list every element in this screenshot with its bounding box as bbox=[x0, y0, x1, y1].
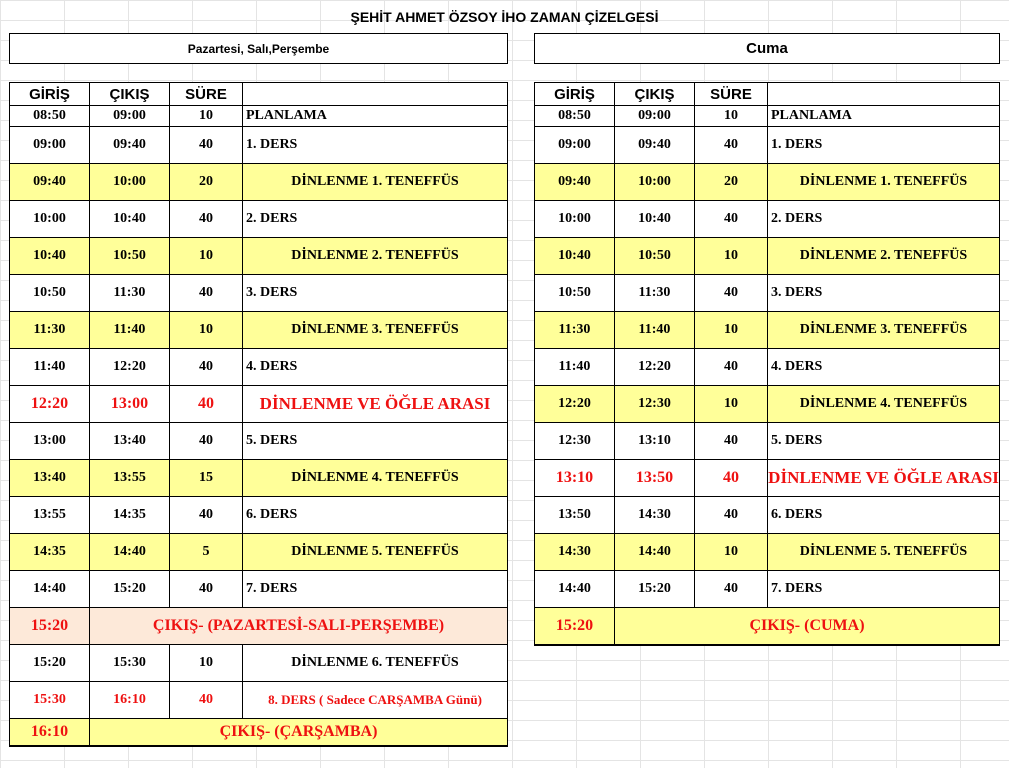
exit-time: 10:40 bbox=[615, 201, 695, 238]
column-header: ÇIKIŞ bbox=[615, 83, 695, 106]
entry-time: 10:00 bbox=[10, 201, 90, 238]
entry-time: 10:40 bbox=[535, 238, 615, 275]
activity-label: DİNLENME 3. TENEFFÜS bbox=[243, 312, 507, 349]
activity-label: 6. DERS bbox=[768, 497, 999, 534]
entry-time: 14:30 bbox=[535, 534, 615, 571]
duration: 40 bbox=[695, 571, 768, 608]
activity-label: 2. DERS bbox=[243, 201, 507, 238]
activity-label: 4. DERS bbox=[768, 349, 999, 386]
exit-time: 14:40 bbox=[615, 534, 695, 571]
duration: 15 bbox=[170, 460, 243, 497]
activity-label: 6. DERS bbox=[243, 497, 507, 534]
exit-time: 10:50 bbox=[615, 238, 695, 275]
activity-label: 2. DERS bbox=[768, 201, 999, 238]
duration: 40 bbox=[695, 497, 768, 534]
activity-label: DİNLENME 3. TENEFFÜS bbox=[768, 312, 999, 349]
header-row bbox=[535, 83, 999, 106]
table-row bbox=[10, 201, 507, 238]
activity-label: DİNLENME 2. TENEFFÜS bbox=[243, 238, 507, 275]
page-title: ŞEHİT AHMET ÖZSOY İHO ZAMAN ÇİZELGESİ bbox=[350, 9, 659, 25]
duration: 10 bbox=[695, 386, 768, 423]
table-row bbox=[10, 534, 507, 571]
exit-time: 09:00 bbox=[90, 106, 170, 127]
entry-time: 12:30 bbox=[535, 423, 615, 460]
entry-time: 11:30 bbox=[535, 312, 615, 349]
duration: 10 bbox=[170, 106, 243, 127]
exit-time: 16:10 bbox=[90, 682, 170, 719]
duration: 40 bbox=[695, 127, 768, 164]
duration: 40 bbox=[695, 423, 768, 460]
table-row bbox=[535, 312, 999, 349]
table-row bbox=[10, 719, 507, 746]
activity-label: DİNLENME 4. TENEFFÜS bbox=[243, 460, 507, 497]
table-row bbox=[10, 460, 507, 497]
table-row bbox=[10, 238, 507, 275]
duration: 40 bbox=[170, 386, 243, 423]
activity-label: DİNLENME 5. TENEFFÜS bbox=[243, 534, 507, 571]
entry-time: 15:20 bbox=[10, 645, 90, 682]
table-row bbox=[10, 608, 507, 645]
table-row bbox=[535, 201, 999, 238]
activity-label: DİNLENME VE ÖĞLE ARASI bbox=[768, 460, 999, 497]
duration: 40 bbox=[170, 349, 243, 386]
activity-label: 1. DERS bbox=[243, 127, 507, 164]
duration: 5 bbox=[170, 534, 243, 571]
duration: 10 bbox=[170, 645, 243, 682]
entry-time: 14:35 bbox=[10, 534, 90, 571]
exit-label: ÇIKIŞ- (PAZARTESİ-SALI-PERŞEMBE) bbox=[90, 608, 507, 645]
table-row bbox=[10, 275, 507, 312]
table-row bbox=[10, 349, 507, 386]
duration: 20 bbox=[695, 164, 768, 201]
exit-label: ÇIKIŞ- (CUMA) bbox=[615, 608, 999, 645]
table-row bbox=[535, 423, 999, 460]
column-header: GİRİŞ bbox=[535, 83, 615, 106]
entry-time: 10:50 bbox=[535, 275, 615, 312]
table-row bbox=[535, 497, 999, 534]
table-row bbox=[535, 534, 999, 571]
duration: 40 bbox=[170, 201, 243, 238]
exit-time: 10:00 bbox=[615, 164, 695, 201]
exit-time: 14:30 bbox=[615, 497, 695, 534]
entry-time: 13:10 bbox=[535, 460, 615, 497]
column-header: ÇIKIŞ bbox=[90, 83, 170, 106]
column-header bbox=[768, 83, 999, 106]
table-row bbox=[535, 164, 999, 201]
header-row bbox=[10, 83, 507, 106]
exit-time: 13:50 bbox=[615, 460, 695, 497]
day-header-friday: Cuma bbox=[534, 33, 1000, 64]
entry-time: 15:30 bbox=[10, 682, 90, 719]
table-row bbox=[535, 386, 999, 423]
duration: 40 bbox=[695, 460, 768, 497]
entry-time: 08:50 bbox=[535, 106, 615, 127]
activity-label: DİNLENME 2. TENEFFÜS bbox=[768, 238, 999, 275]
activity-label: 5. DERS bbox=[243, 423, 507, 460]
duration: 20 bbox=[170, 164, 243, 201]
exit-time: 12:20 bbox=[90, 349, 170, 386]
activity-label: 8. DERS ( Sadece CARŞAMBA Günü) bbox=[243, 682, 507, 719]
exit-time: 09:40 bbox=[615, 127, 695, 164]
entry-time: 08:50 bbox=[10, 106, 90, 127]
entry-time: 12:20 bbox=[10, 386, 90, 423]
exit-time: 13:00 bbox=[90, 386, 170, 423]
duration: 10 bbox=[695, 534, 768, 571]
activity-label: DİNLENME 1. TENEFFÜS bbox=[768, 164, 999, 201]
table-row bbox=[10, 645, 507, 682]
table-row bbox=[535, 275, 999, 312]
entry-time: 11:40 bbox=[535, 349, 615, 386]
exit-time: 14:40 bbox=[90, 534, 170, 571]
activity-label: DİNLENME VE ÖĞLE ARASI bbox=[243, 386, 507, 423]
exit-label: ÇIKIŞ- (ÇARŞAMBA) bbox=[90, 719, 507, 746]
exit-time: 11:40 bbox=[90, 312, 170, 349]
activity-label: 4. DERS bbox=[243, 349, 507, 386]
duration: 40 bbox=[695, 349, 768, 386]
duration: 10 bbox=[170, 312, 243, 349]
entry-time: 15:20 bbox=[535, 608, 615, 645]
exit-time: 10:40 bbox=[90, 201, 170, 238]
activity-label: DİNLENME 1. TENEFFÜS bbox=[243, 164, 507, 201]
exit-time: 12:30 bbox=[615, 386, 695, 423]
exit-time: 13:10 bbox=[615, 423, 695, 460]
activity-label: 7. DERS bbox=[768, 571, 999, 608]
table-row bbox=[10, 127, 507, 164]
entry-time: 10:50 bbox=[10, 275, 90, 312]
entry-time: 13:50 bbox=[535, 497, 615, 534]
duration: 10 bbox=[695, 238, 768, 275]
table-row bbox=[535, 106, 999, 127]
table-row bbox=[10, 497, 507, 534]
duration: 10 bbox=[170, 238, 243, 275]
table-row bbox=[10, 571, 507, 608]
exit-time: 15:20 bbox=[615, 571, 695, 608]
exit-time: 10:00 bbox=[90, 164, 170, 201]
exit-time: 11:30 bbox=[90, 275, 170, 312]
column-header: SÜRE bbox=[170, 83, 243, 106]
column-header: GİRİŞ bbox=[10, 83, 90, 106]
table-row bbox=[535, 571, 999, 608]
duration: 10 bbox=[695, 312, 768, 349]
duration: 40 bbox=[170, 571, 243, 608]
schedule-table-left bbox=[9, 82, 508, 747]
exit-time: 14:35 bbox=[90, 497, 170, 534]
entry-time: 10:40 bbox=[10, 238, 90, 275]
table-row bbox=[535, 238, 999, 275]
entry-time: 12:20 bbox=[535, 386, 615, 423]
activity-label: 1. DERS bbox=[768, 127, 999, 164]
table-row bbox=[10, 106, 507, 127]
day-header-mon-tue-thu: Pazartesi, Salı,Perşembe bbox=[9, 33, 508, 64]
duration: 10 bbox=[695, 106, 768, 127]
exit-time: 15:20 bbox=[90, 571, 170, 608]
duration: 40 bbox=[170, 497, 243, 534]
table-row bbox=[535, 127, 999, 164]
duration: 40 bbox=[170, 275, 243, 312]
entry-time: 09:40 bbox=[535, 164, 615, 201]
table-row bbox=[535, 608, 999, 645]
activity-label: DİNLENME 6. TENEFFÜS bbox=[243, 645, 507, 682]
table-row bbox=[10, 164, 507, 201]
entry-time: 14:40 bbox=[10, 571, 90, 608]
table-row bbox=[10, 312, 507, 349]
exit-time: 09:00 bbox=[615, 106, 695, 127]
duration: 40 bbox=[695, 275, 768, 312]
entry-time: 13:55 bbox=[10, 497, 90, 534]
activity-label: PLANLAMA bbox=[768, 106, 999, 127]
duration: 40 bbox=[170, 127, 243, 164]
entry-time: 16:10 bbox=[10, 719, 90, 746]
activity-label: DİNLENME 4. TENEFFÜS bbox=[768, 386, 999, 423]
duration: 40 bbox=[170, 423, 243, 460]
exit-time: 15:30 bbox=[90, 645, 170, 682]
schedule-table-right bbox=[534, 82, 1000, 646]
column-header: SÜRE bbox=[695, 83, 768, 106]
table-row bbox=[10, 423, 507, 460]
entry-time: 13:40 bbox=[10, 460, 90, 497]
duration: 40 bbox=[695, 201, 768, 238]
entry-time: 11:30 bbox=[10, 312, 90, 349]
exit-time: 11:40 bbox=[615, 312, 695, 349]
entry-time: 09:00 bbox=[535, 127, 615, 164]
entry-time: 09:40 bbox=[10, 164, 90, 201]
entry-time: 10:00 bbox=[535, 201, 615, 238]
duration: 40 bbox=[170, 682, 243, 719]
activity-label: DİNLENME 5. TENEFFÜS bbox=[768, 534, 999, 571]
activity-label: 5. DERS bbox=[768, 423, 999, 460]
activity-label: PLANLAMA bbox=[243, 106, 507, 127]
activity-label: 3. DERS bbox=[768, 275, 999, 312]
table-row bbox=[10, 682, 507, 719]
column-header bbox=[243, 83, 507, 106]
table-row bbox=[535, 460, 999, 497]
exit-time: 13:40 bbox=[90, 423, 170, 460]
entry-time: 15:20 bbox=[10, 608, 90, 645]
exit-time: 13:55 bbox=[90, 460, 170, 497]
activity-label: 3. DERS bbox=[243, 275, 507, 312]
entry-time: 09:00 bbox=[10, 127, 90, 164]
activity-label: 7. DERS bbox=[243, 571, 507, 608]
table-row bbox=[10, 386, 507, 423]
exit-time: 09:40 bbox=[90, 127, 170, 164]
exit-time: 11:30 bbox=[615, 275, 695, 312]
table-row bbox=[535, 349, 999, 386]
exit-time: 10:50 bbox=[90, 238, 170, 275]
exit-time: 12:20 bbox=[615, 349, 695, 386]
entry-time: 13:00 bbox=[10, 423, 90, 460]
entry-time: 14:40 bbox=[535, 571, 615, 608]
entry-time: 11:40 bbox=[10, 349, 90, 386]
